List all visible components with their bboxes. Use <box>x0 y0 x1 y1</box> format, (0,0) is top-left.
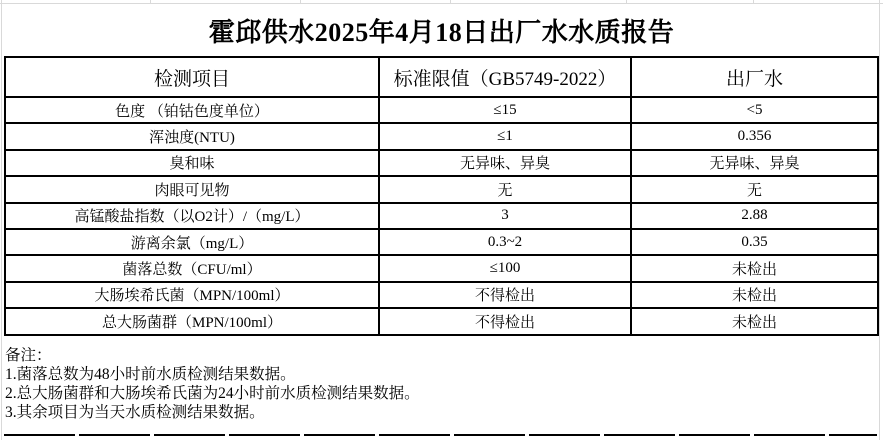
value-cell: 无 <box>631 176 878 202</box>
column-header-item: 检测项目 <box>5 57 379 97</box>
value-cell: 0.356 <box>631 123 878 149</box>
item-cell: 臭和味 <box>5 150 379 176</box>
note-line: 2.总大肠菌群和大肠埃希氏菌为24小时前水质检测结果数据。 <box>5 385 420 402</box>
table-row <box>5 176 878 202</box>
table-row <box>5 203 878 229</box>
value-cell: 未检出 <box>631 308 878 334</box>
water-quality-table <box>4 56 879 336</box>
limit-cell: ≤15 <box>379 97 631 123</box>
sheet-gridline-column <box>300 0 301 3</box>
table-row <box>5 255 878 281</box>
item-cell: 肉眼可见物 <box>5 176 379 202</box>
table-row <box>5 229 878 255</box>
item-cell: 高锰酸盐指数（以O2计）/（mg/L） <box>5 203 379 229</box>
sheet-gridline-column <box>450 0 451 3</box>
value-cell: <5 <box>631 97 878 123</box>
value-cell: 2.88 <box>631 203 878 229</box>
sheet-gridline-column <box>753 0 754 3</box>
limit-cell: ≤100 <box>379 255 631 281</box>
limit-cell: 不得检出 <box>379 282 631 308</box>
limit-cell: 0.3~2 <box>379 229 631 255</box>
note-line: 1.菌落总数为48小时前水质检测结果数据。 <box>5 366 296 383</box>
item-cell: 菌落总数（CFU/ml） <box>5 255 379 281</box>
limit-cell: 无 <box>379 176 631 202</box>
limit-cell: 3 <box>379 203 631 229</box>
limit-cell: 无异味、异臭 <box>379 150 631 176</box>
item-cell: 总大肠菌群（MPN/100ml） <box>5 308 379 334</box>
limit-cell: 不得检出 <box>379 308 631 334</box>
item-cell: 大肠埃希氏菌（MPN/100ml） <box>5 282 379 308</box>
sheet-gridline-column <box>626 0 627 3</box>
column-header-limit: 标准限值（GB5749-2022） <box>379 57 631 97</box>
item-cell: 色度 （铂钴色度单位） <box>5 97 379 123</box>
value-cell: 未检出 <box>631 282 878 308</box>
note-line: 3.其余项目为当天水质检测结果数据。 <box>5 404 265 421</box>
column-header-result: 出厂水 <box>631 57 878 97</box>
sheet-gridline-column <box>150 0 151 3</box>
sheet-gridline-right <box>879 0 880 440</box>
limit-cell: ≤1 <box>379 123 631 149</box>
item-cell: 游离余氯（mg/L） <box>5 229 379 255</box>
table-row <box>5 123 878 149</box>
report-title: 霍邱供水2025年4月18日出厂水水质报告 <box>208 18 675 47</box>
table-row <box>5 308 878 334</box>
cutoff-row-border <box>4 434 877 436</box>
notes-label: 备注： <box>5 347 52 364</box>
value-cell: 未检出 <box>631 255 878 281</box>
value-cell: 0.35 <box>631 229 878 255</box>
value-cell: 无异味、异臭 <box>631 150 878 176</box>
notes-block <box>5 346 420 422</box>
table-row <box>5 282 878 308</box>
item-cell: 浑浊度(NTU) <box>5 123 379 149</box>
table-header-row <box>5 57 878 97</box>
sheet-gridline-left <box>1 0 2 440</box>
table-row <box>5 97 878 123</box>
table-row <box>5 150 878 176</box>
